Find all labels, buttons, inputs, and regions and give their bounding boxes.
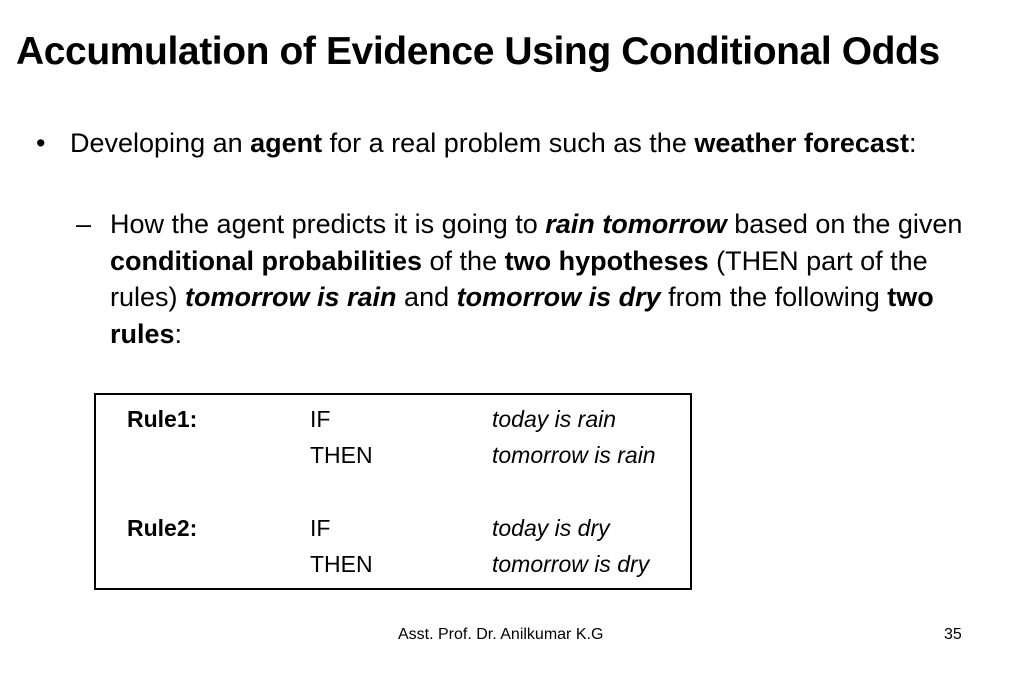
bullet-marker: • xyxy=(36,128,46,158)
rule-then-condition: tomorrow is dry xyxy=(492,551,650,577)
rule-name: Rule2: xyxy=(127,515,198,541)
sub-bullet-item xyxy=(76,206,996,352)
rule-name: Rule1: xyxy=(127,406,198,432)
rule-if-keyword: IF xyxy=(310,406,331,432)
footer-author: Asst. Prof. Dr. Anilkumar K.G xyxy=(398,626,604,643)
bullet-text: Developing an xyxy=(70,128,251,158)
rule-if-condition: today is dry xyxy=(492,515,610,541)
bullet-bold-agent: agent xyxy=(250,128,323,158)
rule-then-condition: tomorrow is rain xyxy=(492,442,656,468)
sub-bold-two-hypotheses: two hypotheses xyxy=(504,245,709,276)
sub-text: from the following xyxy=(660,282,888,312)
sub-text: (THEN part of the rules) xyxy=(110,245,928,312)
sub-bold-conditional-probabilities: conditional probabilities xyxy=(110,245,423,276)
sub-emph-rain-tomorrow: rain tomorrow xyxy=(545,209,727,239)
slide-title: Accumulation of Evidence Using Conditional Odds xyxy=(16,30,940,73)
page-number: 35 xyxy=(944,626,962,643)
rules-box xyxy=(94,393,692,590)
sub-text: and xyxy=(396,282,457,312)
bullet-bold-weather-forecast: weather forecast xyxy=(694,128,909,158)
main-bullet xyxy=(36,124,996,162)
sub-text: : xyxy=(174,318,183,349)
sub-emph-tomorrow-is-rain: tomorrow is rain xyxy=(185,282,397,312)
sub-text: based on the given xyxy=(726,209,963,239)
sub-text: How the agent predicts it is going to xyxy=(110,209,546,239)
rule-then-keyword: THEN xyxy=(310,442,373,468)
bullet-text: : xyxy=(908,128,917,158)
sub-bullet-marker: – xyxy=(76,209,92,239)
sub-bullet xyxy=(76,206,996,352)
sub-emph-tomorrow-is-dry: tomorrow is dry xyxy=(456,282,661,312)
rule-if-condition: today is rain xyxy=(492,406,617,432)
rule-if-keyword: IF xyxy=(310,515,331,541)
sub-bold-two-rules: two rules xyxy=(110,282,934,349)
sub-text: of the xyxy=(422,245,505,276)
bullet-text: for a real problem such as the xyxy=(322,128,695,158)
bullet-item xyxy=(36,124,996,162)
rule-then-keyword: THEN xyxy=(310,551,373,577)
